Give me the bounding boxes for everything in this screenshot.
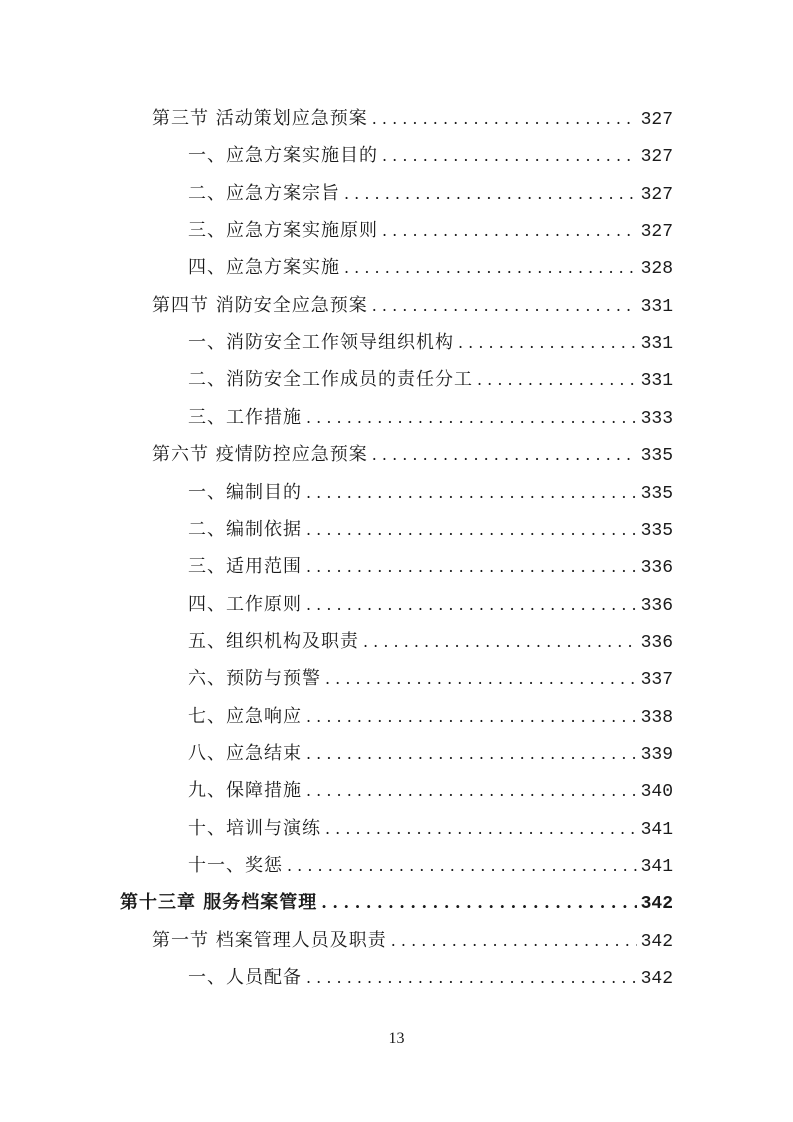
toc-entry-title: 第十三章 服务档案管理 [120, 892, 318, 914]
toc-entry[interactable] [188, 772, 673, 809]
toc-entry-title: 第四节 消防安全应急预案 [152, 294, 368, 316]
toc-entry-page: 327 [640, 110, 673, 130]
toc-entry-page: 327 [640, 184, 673, 205]
toc-entry[interactable] [188, 959, 673, 996]
toc-entry[interactable] [188, 175, 673, 212]
toc-entry-title: 一、编制目的 [188, 481, 302, 503]
toc-entry-title: 九、保障措施 [188, 780, 302, 802]
toc-entry-page: 336 [640, 558, 673, 579]
toc-entry[interactable] [188, 623, 673, 660]
toc-dot-leader [372, 287, 637, 324]
toc-entry[interactable] [188, 735, 673, 772]
toc-entry-page: 342 [640, 931, 673, 952]
toc-entry[interactable] [120, 884, 673, 921]
toc-entry-page: 335 [640, 483, 673, 504]
toc-dot-leader [321, 884, 636, 921]
toc-dot-leader [363, 623, 637, 660]
toc-entry[interactable] [188, 474, 673, 511]
toc-entry-title: 二、应急方案宗旨 [188, 182, 340, 204]
toc-entry-page: 340 [640, 782, 673, 803]
toc-dot-leader [287, 847, 637, 884]
toc-dot-leader [306, 698, 637, 735]
toc-entry-title: 三、应急方案实施原则 [188, 220, 378, 242]
toc-dot-leader [306, 735, 637, 772]
toc-dot-leader [325, 660, 637, 697]
toc-dot-leader [477, 361, 637, 398]
toc-entry-title: 第一节 档案管理人员及职责 [152, 929, 387, 951]
toc-dot-leader [306, 959, 637, 996]
toc-dot-leader [372, 436, 637, 473]
toc-entry-page: 331 [640, 334, 673, 355]
toc-dot-leader [344, 175, 637, 212]
toc-dot-leader [306, 548, 637, 585]
toc-entry[interactable] [188, 847, 673, 884]
toc-entry[interactable] [188, 137, 673, 174]
toc-entry-title: 三、适用范围 [188, 556, 302, 578]
toc-entry-page: 331 [640, 296, 673, 317]
toc-dot-leader [325, 810, 637, 847]
toc-entry-page: 336 [640, 632, 673, 653]
toc-entry-page: 336 [640, 595, 673, 616]
toc-entry[interactable] [188, 698, 673, 735]
toc-entry[interactable] [188, 660, 673, 697]
toc-entry-title: 二、编制依据 [188, 518, 302, 540]
toc-entry-page: 333 [640, 408, 673, 429]
toc-entry-title: 六、预防与预警 [188, 668, 321, 690]
toc-dot-leader [458, 324, 637, 361]
toc-entry-page: 342 [640, 894, 673, 915]
toc-entry-page: 339 [640, 744, 673, 765]
page-number: 13 [388, 1030, 405, 1047]
toc-dot-leader [306, 772, 637, 809]
toc-entry[interactable] [152, 100, 673, 137]
toc-entry-page: 341 [640, 819, 673, 840]
toc-entry-page: 338 [640, 707, 673, 728]
toc-entry-title: 五、组织机构及职责 [188, 630, 359, 652]
toc-entry-title: 十一、奖惩 [188, 855, 283, 876]
toc-entry-title: 七、应急响应 [188, 705, 302, 727]
toc-entry-page: 327 [640, 222, 673, 243]
toc-dot-leader [306, 474, 637, 511]
toc-entry-page: 335 [640, 520, 673, 541]
toc-dot-leader [382, 137, 637, 174]
toc-dot-leader [306, 586, 637, 623]
toc-entry[interactable] [188, 399, 673, 436]
toc-entry-title: 十、培训与演练 [188, 817, 321, 839]
toc-entry-page: 331 [640, 371, 673, 392]
toc-entry[interactable] [152, 287, 673, 324]
toc-entry[interactable] [188, 212, 673, 249]
toc-entry[interactable] [188, 361, 673, 398]
toc-entry[interactable] [188, 586, 673, 623]
toc-entry-page: 335 [640, 446, 673, 467]
toc-entry-title: 第三节 活动策划应急预案 [152, 108, 368, 129]
toc-entry[interactable] [188, 548, 673, 585]
toc-entry-title: 第六节 疫情防控应急预案 [152, 444, 368, 466]
toc-dot-leader [306, 399, 637, 436]
toc-entry[interactable] [188, 810, 673, 847]
toc-entry[interactable] [188, 511, 673, 548]
toc-entry-title: 四、工作原则 [188, 593, 302, 615]
toc-entry[interactable] [152, 922, 673, 959]
toc-dot-leader [391, 922, 637, 959]
toc-entry-title: 一、人员配备 [188, 967, 302, 989]
toc-dot-leader [306, 511, 637, 548]
toc-entry-page: 327 [640, 147, 673, 168]
toc-entry-page: 328 [640, 259, 673, 280]
toc-entry-title: 八、应急结束 [188, 742, 302, 764]
toc-entry-page: 341 [640, 857, 673, 877]
toc-dot-leader [382, 212, 637, 249]
toc-dot-leader [372, 100, 637, 137]
toc-entry[interactable] [188, 249, 673, 286]
toc-entry-title: 一、消防安全工作领导组织机构 [188, 332, 454, 354]
toc-entry[interactable] [152, 436, 673, 473]
toc-entry-title: 四、应急方案实施 [188, 257, 340, 279]
toc-entry-title: 一、应急方案实施目的 [188, 145, 378, 167]
toc-entry-page: 337 [640, 670, 673, 691]
toc-entry-title: 三、工作措施 [188, 406, 302, 428]
toc-entry-page: 342 [640, 969, 673, 990]
toc-entry[interactable] [188, 324, 673, 361]
toc-dot-leader [344, 249, 637, 286]
toc-entry-title: 二、消防安全工作成员的责任分工 [188, 369, 473, 391]
